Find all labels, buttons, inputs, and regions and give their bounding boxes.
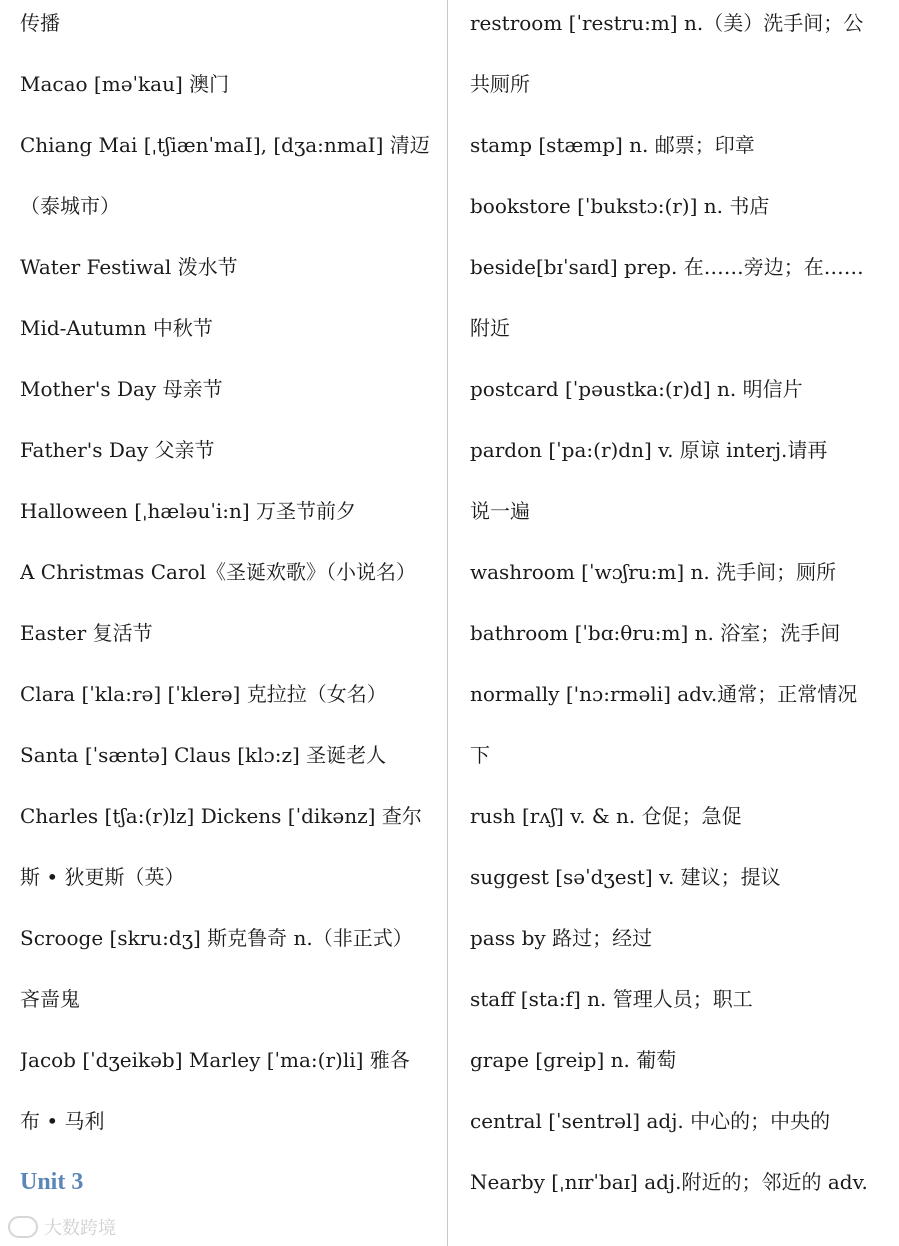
unit-heading: Unit 3 (20, 1169, 84, 1195)
vocab-line: Clara [ˈkla:rə] [ˈklerə] 克拉拉（女名） (20, 682, 387, 706)
vocab-line: 布 • 马利 (20, 1109, 105, 1133)
vocab-line: Charles [tʃa:(r)lz] Dickens [ˈdikənz] 查尔 (20, 804, 422, 828)
vocab-line: 下 (470, 743, 490, 767)
vocab-line: grape [greip] n. 葡萄 (470, 1048, 677, 1072)
left-column (20, 0, 445, 1246)
vocab-line: Easter 复活节 (20, 621, 153, 645)
vocab-line: pardon [ˈpa:(r)dn] v. 原谅 interj.请再 (470, 438, 828, 462)
vocab-line: A Christmas Carol《圣诞欢歌》（小说名） (20, 560, 416, 584)
vocab-line: 吝啬鬼 (20, 987, 80, 1011)
vocab-line: washroom [ˈwɔʃru:m] n. 洗手间；厕所 (470, 560, 837, 584)
vocab-line: Nearby [ˌnɪrˈbaɪ] adj.附近的；邻近的 adv. (470, 1170, 868, 1194)
vocab-line: Chiang Mai [ˌtʃiænˈmaI], [dʒa:nmaI] 清迈 (20, 133, 430, 157)
vocab-line: Mid-Autumn 中秋节 (20, 316, 213, 340)
vocab-line: 附近 (470, 316, 510, 340)
vocab-line: Halloween [ˌhæləuˈi:n] 万圣节前夕 (20, 499, 356, 523)
vocab-line: 斯 • 狄更斯（英） (20, 865, 185, 889)
vocab-line: normally ['nɔ:rməli] adv.通常；正常情况 (470, 682, 858, 706)
vocab-line: （泰城市） (20, 194, 120, 218)
vocab-line: postcard [ˈpəustka:(r)d] n. 明信片 (470, 377, 803, 401)
vocab-line: Macao [məˈkau] 澳门 (20, 72, 230, 96)
vocab-line: stamp [stæmp] n. 邮票；印章 (470, 133, 755, 157)
vocab-line: pass by 路过；经过 (470, 926, 653, 950)
vocab-line: Mother's Day 母亲节 (20, 377, 223, 401)
vocab-line: Father's Day 父亲节 (20, 438, 215, 462)
vocab-line: bookstore [ˈbukstɔ:(r)] n. 书店 (470, 194, 770, 218)
watermark-logo-icon (8, 1216, 38, 1238)
vocab-line: suggest [səˈdʒest] v. 建议；提议 (470, 865, 781, 889)
vocab-line: central [ˈsentrəl] adj. 中心的；中央的 (470, 1109, 831, 1133)
vocab-line: 说一遍 (470, 499, 530, 523)
vocab-line: rush [rʌʃ] v. & n. 仓促；急促 (470, 804, 742, 828)
column-divider (447, 0, 448, 1246)
vocab-line: staff [sta:f] n. 管理人员；职工 (470, 987, 753, 1011)
vocab-line: restroom [ˈrestru:m] n.（美）洗手间；公 (470, 11, 864, 35)
watermark (8, 1214, 116, 1240)
right-column (470, 0, 890, 1246)
vocab-line: beside[bɪˈsaɪd] prep. 在……旁边；在…… (470, 255, 864, 279)
vocab-line: Scrooge [skru:dʒ] 斯克鲁奇 n.（非正式） (20, 926, 413, 950)
watermark-text: 大数跨境 (44, 1218, 116, 1239)
vocab-line: bathroom [ˈbɑ:θru:m] n. 浴室；洗手间 (470, 621, 841, 645)
vocab-line: Santa [ˈsæntə] Claus [klɔ:z] 圣诞老人 (20, 743, 387, 767)
vocab-line: Water Festiwal 泼水节 (20, 255, 238, 279)
vocab-line: Jacob [ˈdʒeikəb] Marley [ˈma:(r)li] 雅各 (20, 1048, 410, 1072)
vocab-line: 传播 (20, 11, 60, 35)
vocab-line: 共厕所 (470, 72, 530, 96)
